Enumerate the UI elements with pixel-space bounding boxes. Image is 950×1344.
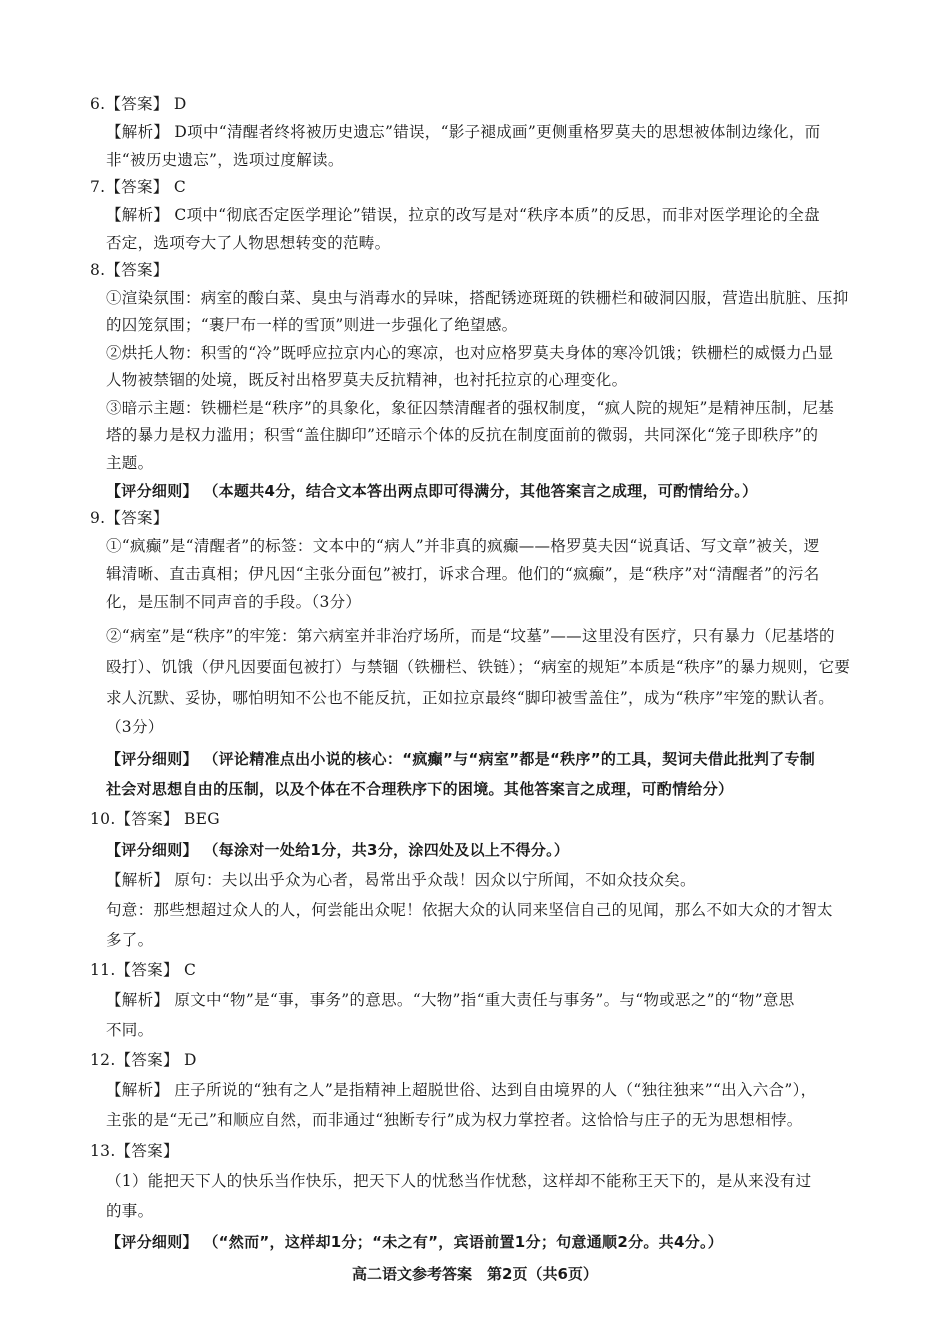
q13-scoring-rules: 【评分细则】 （“然而”，这样却1分；“未之有”，宾语前置1分；句意通顺2分。共4分。） — [106, 1233, 724, 1251]
q11-answer: 11.【答案】 C — [90, 961, 197, 979]
q11-analysis-line: 不同。 — [106, 1021, 154, 1039]
q12-analysis-line: 【解析】 庄子所说的“独有之人”是指精神上超脱世俗、达到自由境界的人（“独往独来”“出入六合”）， — [106, 1081, 817, 1099]
q6-analysis-line: 【解析】 D项中“清醒者终将被历史遗忘”错误，“影子褪成画”更侧重格罗莫夫的思想被体制边缘化，而 — [106, 123, 821, 141]
q10-analysis-line: 多了。 — [106, 931, 154, 949]
q8-point-line: ③暗示主题：铁栅栏是“秩序”的具象化，象征囚禁清醒者的强权制度，“疯人院的规矩”是精神压制，尼基 — [106, 399, 835, 417]
q8-point-line: ①渲染氛围：病室的酸白菜、臭虫与消毒水的异味，搭配锈迹斑斑的铁栅栏和破洞囚服，营造出肮脏、压抑 — [106, 289, 849, 307]
q8-point-line: ②烘托人物：积雪的“冷”既呼应拉京内心的寒凉，也对应格罗莫夫身体的寒冷饥饿；铁栅栏的威慑力凸显 — [106, 344, 834, 362]
q9-point-line: ②“病室”是“秩序”的牢笼：第六病室并非治疗场所，而是“坟墓”——这里没有医疗，只有暴力（尼基塔的 — [106, 627, 835, 645]
q12-analysis-line: 主张的是“无己”和顺应自然，而非通过“独断专行”成为权力掌控者。这恰恰与庄子的无为思想相悖。 — [106, 1111, 803, 1129]
q7-analysis-line: 否定，选项夸大了人物思想转变的范畴。 — [106, 234, 391, 252]
q8-answer: 8.【答案】 — [90, 261, 169, 279]
q9-point-line: 辑清晰、直击真相；伊凡因“主张分面包”被打，诉求合理。他们的“疯癫”，是“秩序”对“清醒者”的污名 — [106, 565, 820, 583]
q8-point-line: 主题。 — [106, 454, 154, 472]
q9-point-line: 殴打）、饥饿（伊凡因要面包被打）与禁锢（铁栅栏、铁链）；“病室的规矩”本质是“秩序”的暴力规则，它要 — [106, 658, 851, 676]
q11-analysis-line: 【解析】 原文中“物”是“事，事务”的意思。“大物”指“重大责任与事务”。与“物或恶之”的“物”意思 — [106, 991, 795, 1009]
q6-analysis-line: 非“被历史遗忘”，选项过度解读。 — [106, 151, 344, 169]
q8-point-line: 塔的暴力是权力滥用；积雪“盖住脚印”还暗示个体的反抗在制度面前的微弱，共同深化“笼子即秩序”的 — [106, 426, 819, 444]
q9-scoring-rules: 社会对思想自由的压制，以及个体在不合理秩序下的困境。其他答案言之成理，可酌情给分） — [106, 780, 734, 798]
q10-scoring-rules: 【评分细则】 （每涂对一处给1分，共3分，涂四处及以上不得分。） — [106, 841, 570, 859]
q9-point-line: （3分） — [106, 718, 164, 736]
q12-answer: 12.【答案】 D — [90, 1051, 197, 1069]
q8-point-line: 人物被禁锢的处境，既反衬出格罗莫夫反抗精神，也衬托拉京的心理变化。 — [106, 371, 628, 389]
q7-answer: 7.【答案】 C — [90, 178, 186, 196]
q9-scoring-rules: 【评分细则】 （评论精准点出小说的核心：“疯癫”与“病室”都是“秩序”的工具，契诃夫借此批判了专制 — [106, 750, 816, 768]
q13-answer: 13.【答案】 — [90, 1142, 179, 1160]
q10-analysis-line: 句意：那些想超过众人的人，何尝能出众呢！依据大众的认同来坚信自己的见闻，那么不如大众的才智太 — [106, 901, 833, 919]
q6-answer: 6.【答案】 D — [90, 95, 187, 113]
q13-point-line: 的事。 — [106, 1202, 154, 1220]
page-footer: 高二语文参考答案 第2页（共6页） — [352, 1265, 598, 1283]
q9-point-line: 化，是压制不同声音的手段。（3分） — [106, 593, 362, 611]
q9-point-line: 求人沉默、妥协，哪怕明知不公也不能反抗，正如拉京最终“脚印被雪盖住”，成为“秩序”牢笼的默认者。 — [106, 689, 835, 707]
q8-scoring-rules: 【评分细则】 （本题共4分，结合文本答出两点即可得满分，其他答案言之成理，可酌情给分。） — [106, 482, 758, 500]
q10-analysis-line: 【解析】 原句：夫以出乎众为心者，曷常出乎众哉！因众以宁所闻，不如众技众矣。 — [106, 871, 696, 889]
q8-point-line: 的囚笼氛围；“裹尸布一样的雪顶”则进一步强化了绝望感。 — [106, 316, 518, 334]
q7-analysis-line: 【解析】 C项中“彻底否定医学理论”错误，拉京的改写是对“秩序本质”的反思，而非对医学理论的全盘 — [106, 206, 820, 224]
q10-answer: 10.【答案】 BEG — [90, 810, 220, 828]
q9-answer: 9.【答案】 — [90, 509, 169, 527]
q9-point-line: ①“疯癫”是“清醒者”的标签：文本中的“病人”并非真的疯癫——格罗莫夫因“说真话、写文章”被关，逻 — [106, 537, 820, 555]
q13-point-line: （1）能把天下人的快乐当作快乐，把天下人的忧愁当作忧愁，这样却不能称王天下的，是从来没有过 — [106, 1172, 812, 1190]
